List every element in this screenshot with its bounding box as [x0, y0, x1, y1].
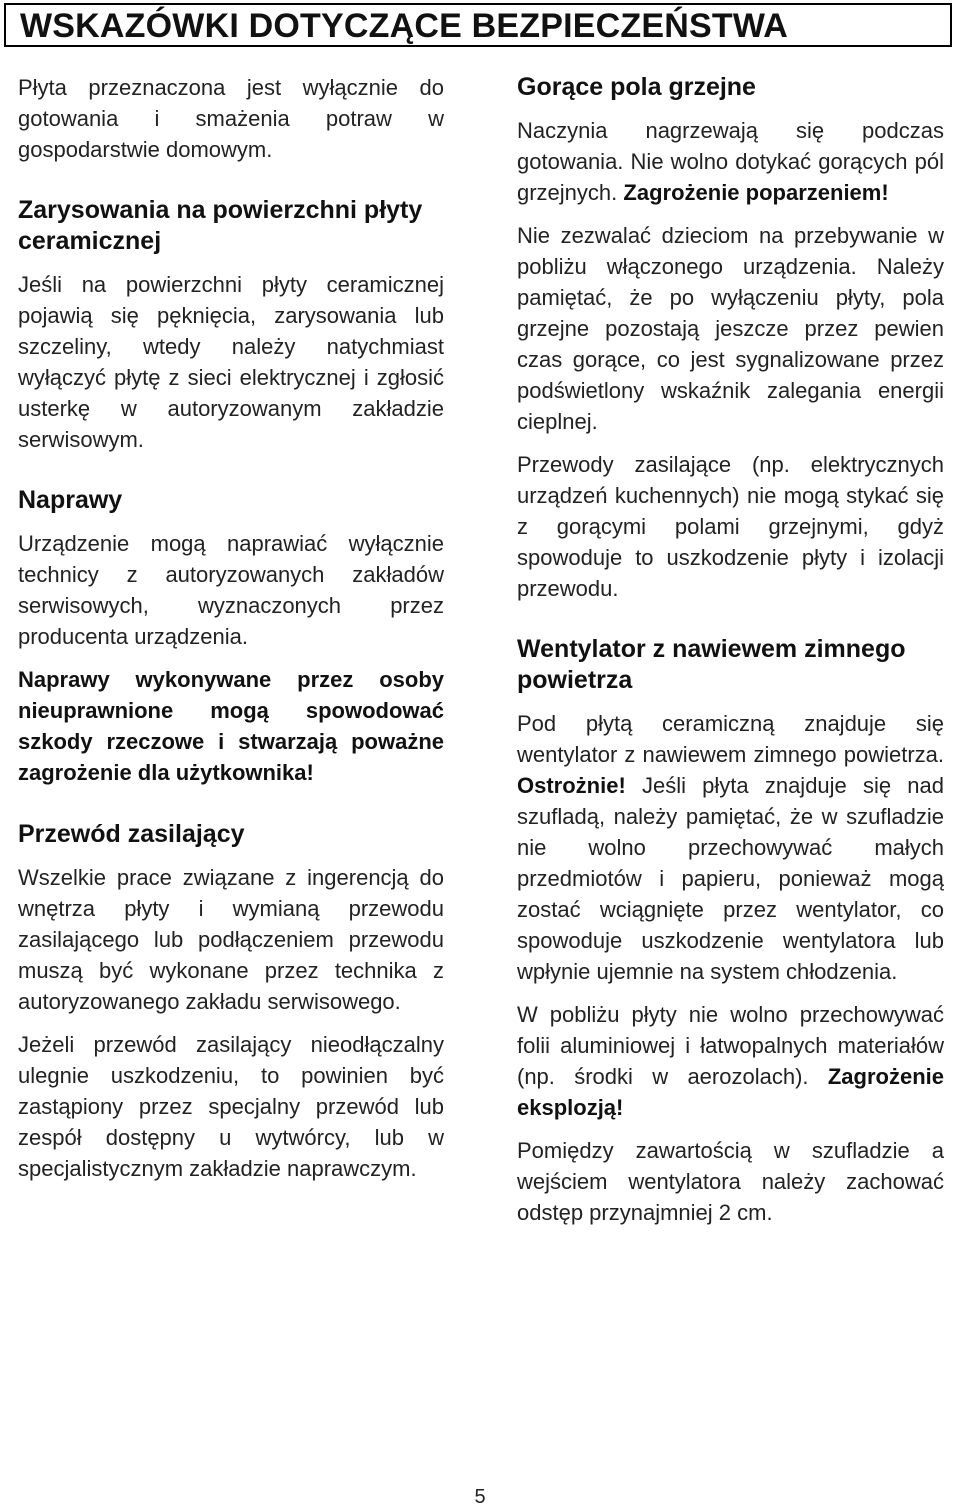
heading-hot-zones: Gorące pola grzejne: [517, 73, 756, 101]
page-number: 5: [474, 1486, 486, 1508]
heading-scratches: Zarysowania na powierzchni płyty ceramicznej: [18, 196, 423, 255]
heading-repairs: Naprawy: [18, 486, 123, 514]
scratches-paragraph: Jeśli na powierzchni płyty ceramicznej pojawią się pęknięcia, zarysowania lub szczeliny, wtedy należy natychmiast wyłączyć płytę z sieci elektrycznej i zgłosić usterkę w autoryzowanym zakładzie serwisowym.: [18, 272, 444, 452]
heading-fan: Wentylator z nawiewem zimnego powietrza: [517, 635, 906, 694]
fan-text-2: W pobliżu płyty nie wolno przechowywać folii aluminiowej i łatwopalnych materiałów (np. środki w aerozolach).: [517, 1002, 944, 1089]
fan-paragraph-2: [517, 999, 944, 1123]
fan-paragraph-3: Pomiędzy zawartością w szufladzie a wejściem wentylatora należy zachować odstęp przynajmniej 2 cm.: [517, 1138, 944, 1225]
intro-paragraph: Płyta przeznaczona jest wyłącznie do gotowania i smażenia potraw w gospodarstwie domowym.: [18, 75, 444, 162]
caution-label: Ostrożnie!: [517, 773, 626, 798]
fan-paragraph-1: [517, 708, 944, 987]
fan-text-1b: Jeśli płyta znajduje się nad szufladą, należy pamiętać, że w szufladzie nie wolno przechowywać małych przedmiotów i papieru, ponieważ mogą zostać wciągnięte przez wentylator, co spowoduje uszkodzenie wentylatora lub wpłynie ujemnie na system chłodzenia.: [517, 773, 944, 984]
hot-zones-paragraph-1: [517, 115, 944, 208]
hot-zones-paragraph-3: Przewody zasilające (np. elektrycznych urządzeń kuchennych) nie mogą stykać się z gorącymi polami grzejnymi, gdyż spowoduje to uszkodzenie płyty i izolacji przewodu.: [517, 452, 944, 601]
fan-text-1a: Pod płytą ceramiczną znajduje się wentylator z nawiewem zimnego powietrza.: [517, 711, 944, 767]
right-column: [517, 72, 944, 1228]
left-column: [18, 72, 444, 1184]
explosion-warning: Zagrożenie eksplozją!: [517, 1064, 944, 1120]
power-cord-paragraph-1: Wszelkie prace związane z ingerencją do wnętrza płyty i wymianą przewodu zasilającego lub podłączeniem przewodu muszą być wykonane przez technika z autoryzowanego zakładu serwisowego.: [18, 865, 444, 1014]
hot-zones-text-1: Naczynia nagrzewają się podczas gotowania. Nie wolno dotykać gorących pól grzejnych.: [517, 118, 944, 205]
page-title: WSKAZÓWKI DOTYCZĄCE BEZPIECZEŃSTWA: [20, 7, 788, 45]
burn-warning: Zagrożenie poparzeniem!: [623, 180, 889, 205]
repairs-warning: Naprawy wykonywane przez osoby nieuprawnione mogą spowodować szkody rzeczowe i stwarzają poważne zagrożenie dla użytkownika!: [18, 667, 444, 785]
power-cord-paragraph-2: Jeżeli przewód zasilający nieodłączalny ulegnie uszkodzeniu, to powinien być zastąpiony przez specjalny przewód lub zespół dostępny u wytwórcy, lub w specjalistycznym zakładzie naprawczym.: [18, 1032, 444, 1181]
title-banner: [4, 3, 952, 47]
hot-zones-paragraph-2: Nie zezwalać dzieciom na przebywanie w pobliżu włączonego urządzenia. Należy pamiętać, że po wyłączeniu płyty, pola grzejne pozostają jeszcze przez pewien czas gorące, co jest sygnalizowane przez podświetlony wskaźnik zalegania energii cieplnej.: [517, 223, 944, 434]
repairs-paragraph: Urządzenie mogą naprawiać wyłącznie technicy z autoryzowanych zakładów serwisowych, wyznaczonych przez producenta urządzenia.: [18, 531, 444, 649]
heading-power-cord: Przewód zasilający: [18, 820, 245, 848]
